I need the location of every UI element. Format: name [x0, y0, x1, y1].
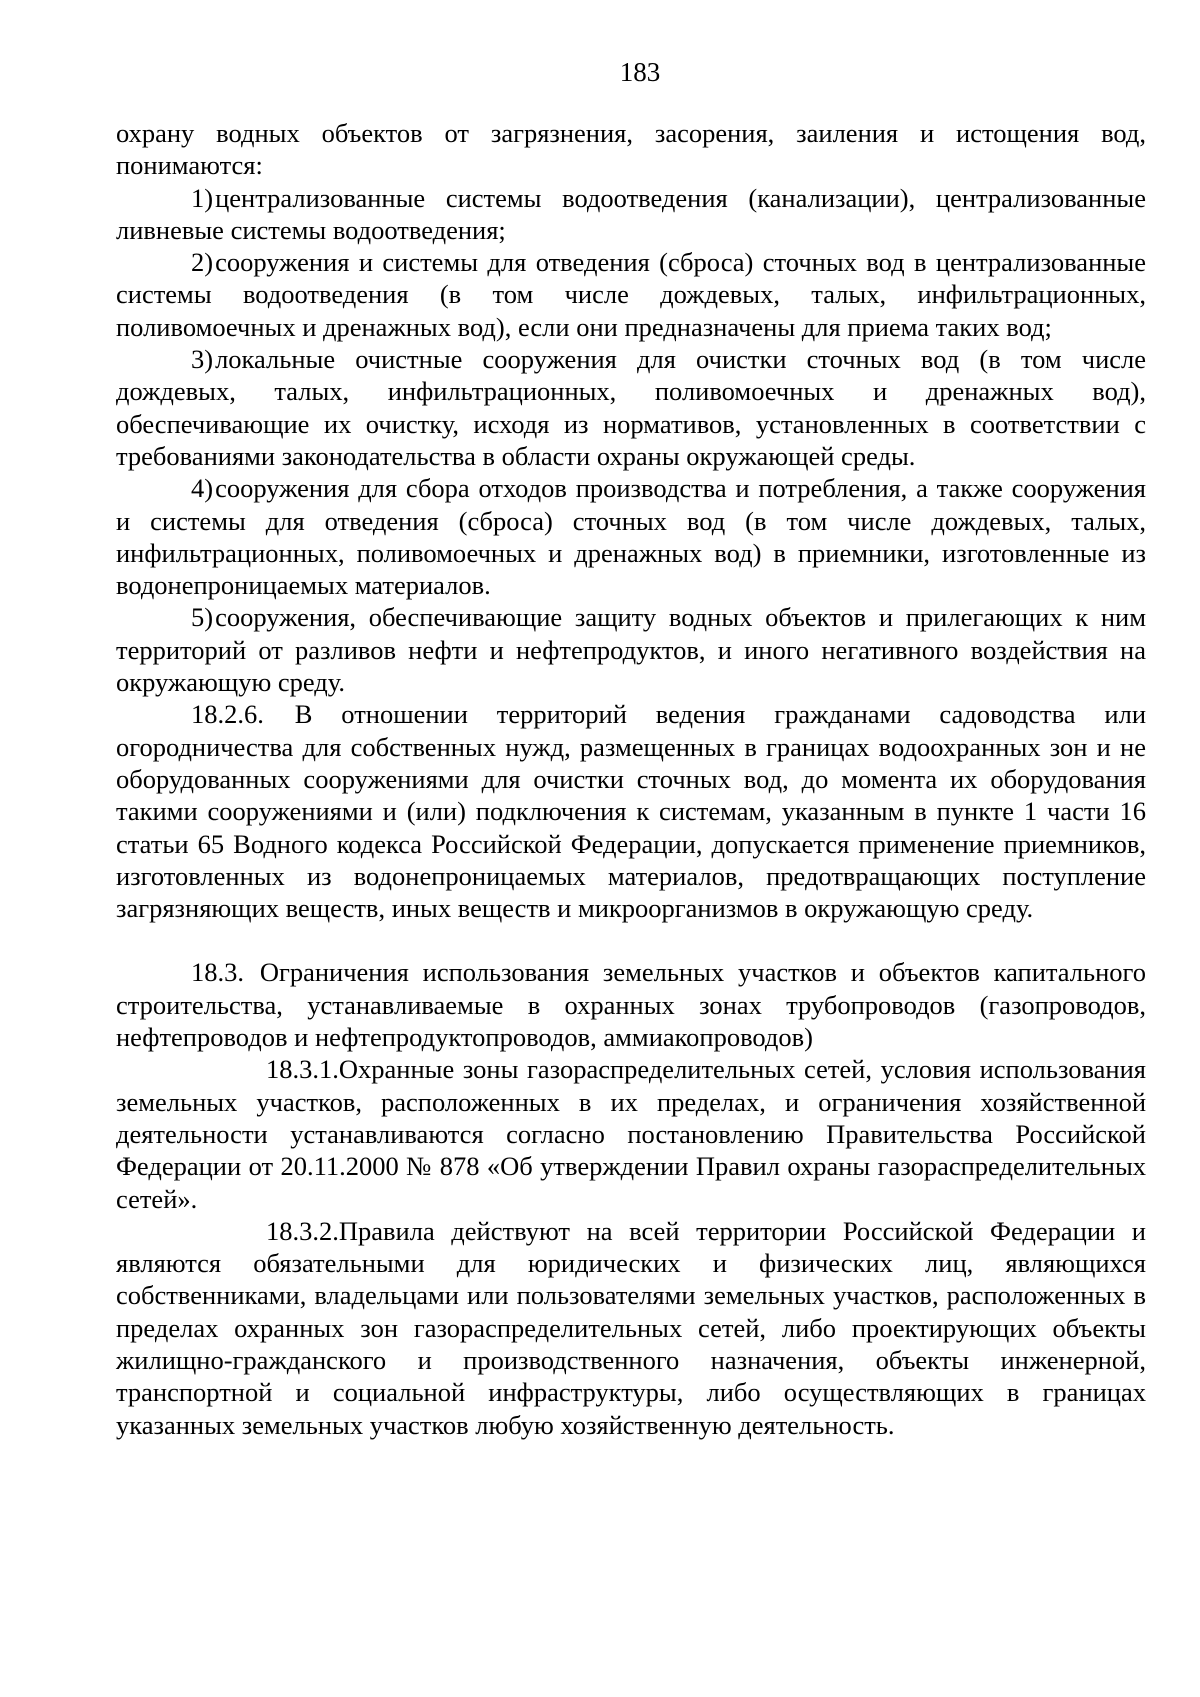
list-number: 3): [191, 344, 214, 375]
list-item-3: [116, 343, 1146, 472]
list-item-1: [116, 182, 1146, 247]
clause-number: 18.2.6.: [191, 699, 264, 730]
paragraph-text: централизованные системы водоотведения (канализации), централизованные ливневые системы водоотведения;: [116, 182, 1146, 245]
paragraph-text: Охранные зоны газораспределительных сетей, условия использования земельных участков, расположенных в их пределах, и ограничения хозяйственной деятельности устанавливаются согласно постановлению Правительства Российской Федерации от 20.11.2000 № 878 «Об утверждении Правил охраны газораспределительных сетей».: [116, 1054, 1146, 1214]
paragraph-text: сооружения, обеспечивающие защиту водных объектов и прилегающих к ним территорий от разливов нефти и нефтепродуктов, и иного негативного воздействия на окружающую среду.: [116, 602, 1146, 698]
paragraph-text: сооружения для сбора отходов производства и потребления, а также сооружения и системы для отведения (сброса) сточных вод (в том числе дождевых, талых, инфильтрационных, поливомоечных и дренажных вод) в приемники, изготовленные из водонепроницаемых материалов.: [116, 473, 1146, 601]
paragraph-text: В отношении территорий ведения гражданами садоводства или огородничества для собственных нужд, размещенных в границах водоохранных зон и не оборудованных сооружениями для очистки сточных вод, до момента их оборудования такими сооружениями и (или) подключения к системам, указанным в пункте 1 части 16 статьи 65 Водного кодекса Российской Федерации, допускается применение приемников, изготовленных из водонепроницаемых материалов, предотвращающих поступление загрязняющих веществ, иных веществ и микроорганизмов в окружающую среду.: [116, 699, 1146, 924]
list-item-2: [116, 246, 1146, 343]
list-number: 1): [191, 182, 214, 213]
list-item-5: [116, 601, 1146, 698]
list-number: 4): [191, 473, 214, 504]
section-number: 18.3.: [191, 957, 244, 988]
section-heading-18-3: [116, 956, 1146, 1053]
paragraph-text: Правила действуют на всей территории Российской Федерации и являются обязательными для юридических и физических лиц, являющихся собственниками, владельцами или пользователями земельных участков, расположенных в пределах охранных зон газораспределительных сетей, либо проектирующих объекты жилищно-гражданского и производственного назначения, объекты инженерной, транспортной и социальной инфраструктуры, либо осуществляющих в границах указанных земельных участков любую хозяйственную деятельность.: [116, 1215, 1146, 1440]
list-item-4: [116, 472, 1146, 601]
clause-18-3-1: [116, 1053, 1146, 1214]
paragraph-text: локальные очистные сооружения для очистки сточных вод (в том числе дождевых, талых, инфильтрационных, поливомоечных и дренажных вод), обеспечивающие их очистку, исходя из нормативов, установленных в соответствии с требованиями законодательства в области охраны окружающей среды.: [116, 344, 1146, 471]
clause-number: 18.3.1.: [266, 1054, 339, 1085]
clause-number: 18.3.2.: [266, 1215, 339, 1246]
clause-18-3-2: [116, 1215, 1146, 1441]
section-title: Ограничения использования земельных участков и объектов капитального строительства, устанавливаемые в охранных зонах трубопроводов (газопроводов, нефтепроводов и нефтепродуктопроводов, аммиакопроводов): [116, 957, 1146, 1053]
clause-18-2-6: [116, 698, 1146, 924]
paragraph-continuation: [116, 117, 1146, 182]
paragraph-text: сооружения и системы для отведения (сброса) сточных вод в централизованные системы водоотведения (в том числе дождевых, талых, инфильтрационных, поливомоечных и дренажных вод), если они предназначены для приема таких вод;: [116, 247, 1146, 342]
page-number: 183: [619, 57, 661, 87]
paragraph-text: охрану водных объектов от загрязнения, засорения, заиления и истощения вод, понимаются:: [116, 118, 1146, 181]
list-number: 5): [191, 602, 214, 633]
document-body: [116, 117, 1146, 1441]
list-number: 2): [191, 247, 214, 278]
